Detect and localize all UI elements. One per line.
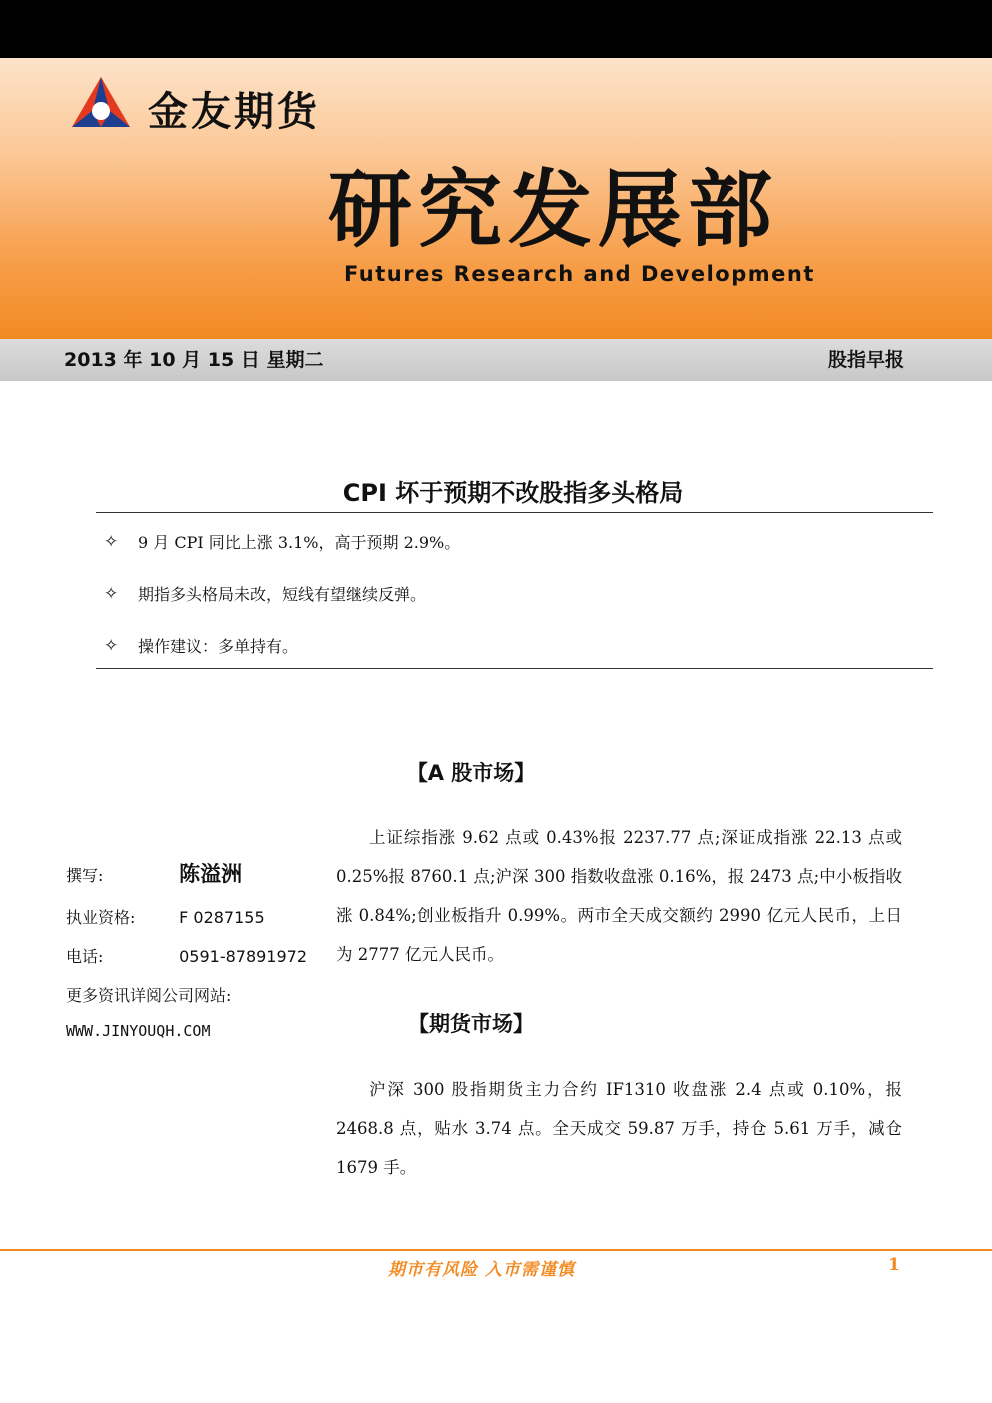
section-title-a-share: 【A 股市场】 xyxy=(406,761,536,785)
section-body-a-share: 上证综指涨 9.62 点或 0.43%报 2237.77 点;深证成指涨 22.13 点或 0.25%报 8760.1 点;沪深 300 指数收盘涨 0.16%，报 2473 点;中小板指收涨 0.84%;创业板指升 0.99%。两市全天成交额约 2990 亿元人民币，上日为 2777 亿元人民币。 xyxy=(336,828,902,964)
bullet-text: 操作建议：多单持有。 xyxy=(138,637,299,656)
phone-label: 电话: xyxy=(66,947,104,966)
star-bullet-icon: ✧ xyxy=(104,583,119,604)
license-label: 执业资格: xyxy=(66,908,136,927)
company-logo-icon xyxy=(70,75,132,131)
bullet-text: 期指多头格局未改，短线有望继续反弹。 xyxy=(138,585,427,604)
author-row xyxy=(66,858,242,888)
phone-row xyxy=(66,944,307,967)
risk-slogan: 期市有风险 入市需谨慎 xyxy=(388,1260,575,1280)
section-body-futures: 沪深 300 股指期货主力合约 IF1310 收盘涨 2.4 点或 0.10%，报 2468.8 点，贴水 3.74 点。全天成交 59.87 万手，持仓 5.61 万手，减仓 1679 手。 xyxy=(336,1080,902,1177)
phone-value: 0591-87891972 xyxy=(179,947,308,966)
page-number: 1 xyxy=(888,1255,900,1275)
section-title-futures: 【期货市场】 xyxy=(408,1012,534,1036)
star-bullet-icon: ✧ xyxy=(104,635,119,656)
author-name: 陈溢洲 xyxy=(179,862,243,886)
summary-bullet xyxy=(104,582,426,605)
more-info-text: 更多资讯详阅公司网站: xyxy=(66,986,232,1005)
summary-bullet xyxy=(104,530,460,553)
department-subtitle: Futures Research and Development xyxy=(344,262,815,286)
website-link[interactable]: WWW.JINYOUQH.COM xyxy=(66,1022,211,1040)
department-title: 研究发展部 xyxy=(328,160,779,259)
report-date: 2013 年 10 月 15 日 星期二 xyxy=(64,349,324,371)
summary-top-divider xyxy=(96,512,933,513)
summary-bottom-divider xyxy=(96,668,933,669)
footer-divider xyxy=(0,1249,992,1251)
license-value: F 0287155 xyxy=(179,908,265,927)
summary-bullet xyxy=(104,634,298,657)
star-bullet-icon: ✧ xyxy=(104,531,119,552)
license-row xyxy=(66,905,265,928)
company-name: 金友期货 xyxy=(148,89,320,135)
author-label: 撰写: xyxy=(66,866,104,885)
bullet-text: 9 月 CPI 同比上涨 3.1%，高于预期 2.9%。 xyxy=(138,533,461,552)
top-black-bar xyxy=(0,0,992,58)
headline: CPI 坏于预期不改股指多头格局 xyxy=(342,479,684,507)
report-type: 股指早报 xyxy=(827,349,904,371)
